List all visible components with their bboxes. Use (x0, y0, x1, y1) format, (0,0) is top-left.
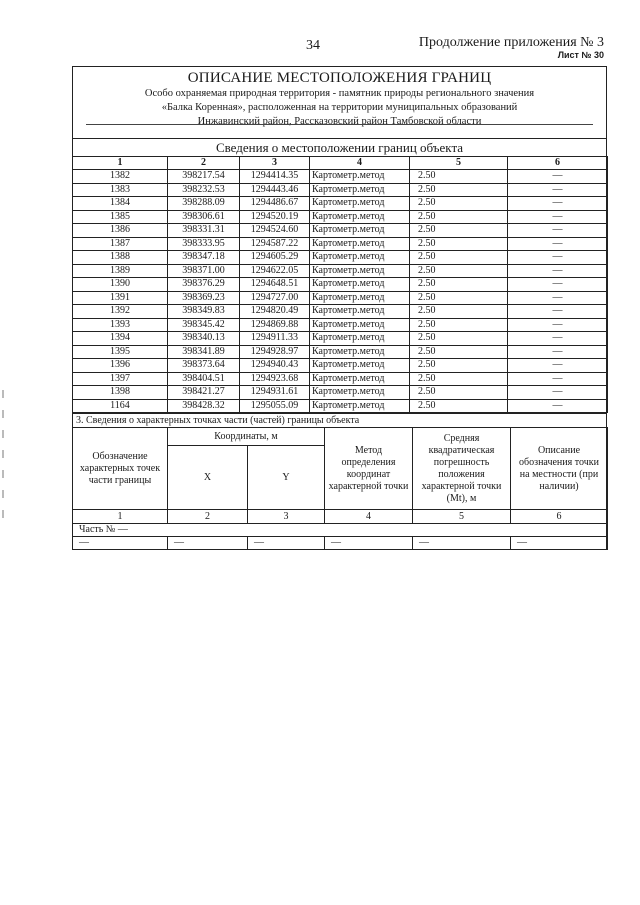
table-cell: 2.50 (410, 237, 508, 251)
table-cell: — (508, 224, 608, 238)
y-header: Y (248, 446, 325, 510)
table-cell: Картометр.метод (310, 332, 410, 346)
table-row (73, 359, 608, 373)
table-cell: 1294820.49 (240, 305, 310, 319)
table-cell: — (508, 210, 608, 224)
table-cell: 1294928.97 (240, 345, 310, 359)
table-cell: 398345.42 (168, 318, 240, 332)
appendix-caption: Продолжение приложения № 3 (418, 35, 604, 50)
table-row (73, 372, 608, 386)
table-cell: Картометр.метод (310, 237, 410, 251)
table-cell: — (508, 291, 608, 305)
table-cell: 1392 (73, 305, 168, 319)
table-row (73, 332, 608, 346)
table-cell: 1382 (73, 170, 168, 184)
table-cell: 2.50 (410, 318, 508, 332)
table-cell: 398376.29 (168, 278, 240, 292)
table-row (73, 183, 608, 197)
table-row (73, 291, 608, 305)
table-cell: 398331.31 (168, 224, 240, 238)
table-row (73, 386, 608, 400)
page-number: 34 (306, 38, 320, 53)
column-number-header: 2 (168, 157, 240, 170)
table-cell: 1388 (73, 251, 168, 265)
table-cell: 398333.95 (168, 237, 240, 251)
table-cell: 1294443.46 (240, 183, 310, 197)
scan-margin-marks (2, 390, 6, 640)
table-cell: — (508, 345, 608, 359)
table-cell: 1294931.61 (240, 386, 310, 400)
table-cell: 398340.13 (168, 332, 240, 346)
table-cell: Картометр.метод (310, 399, 410, 413)
table-cell: 1386 (73, 224, 168, 238)
table-cell: Картометр.метод (310, 345, 410, 359)
empty-cell: — (248, 537, 325, 550)
table-cell: Картометр.метод (310, 372, 410, 386)
table-cell: 1394 (73, 332, 168, 346)
table-cell: 398373.64 (168, 359, 240, 373)
table-row (73, 318, 608, 332)
table-cell: 398371.00 (168, 264, 240, 278)
empty-cell: — (168, 537, 248, 550)
table-cell: 2.50 (410, 386, 508, 400)
underline-rule (86, 124, 593, 125)
table-cell: 1387 (73, 237, 168, 251)
coordinates-header: Координаты, м (168, 428, 325, 446)
table-cell: — (508, 170, 608, 184)
table-cell: 398217.54 (168, 170, 240, 184)
subtitle-line-3: Инжавинский район, Рассказовский район Тамбовской области (197, 116, 482, 127)
col-error-header: Средняя квадратическая погрешность положения характерной точки (Mt), м (413, 428, 511, 510)
table-cell: 1294940.43 (240, 359, 310, 373)
table-cell: — (508, 251, 608, 265)
table-cell: 1391 (73, 291, 168, 305)
table-cell: — (508, 305, 608, 319)
table-cell: Картометр.метод (310, 386, 410, 400)
table-row (73, 399, 608, 413)
table-cell: 1383 (73, 183, 168, 197)
table-cell: — (508, 197, 608, 211)
table-cell: — (508, 359, 608, 373)
table-cell: 2.50 (410, 332, 508, 346)
table-cell: 2.50 (410, 183, 508, 197)
column-number-header: 6 (508, 157, 608, 170)
empty-cell: — (511, 537, 608, 550)
table-cell: 1393 (73, 318, 168, 332)
empty-cell: — (413, 537, 511, 550)
table-cell: 1294923.68 (240, 372, 310, 386)
table-cell: 1295055.09 (240, 399, 310, 413)
column-number-header: 1 (73, 157, 168, 170)
table-cell: 1294520.19 (240, 210, 310, 224)
table-row (73, 305, 608, 319)
table-row (73, 224, 608, 238)
table-cell: — (508, 372, 608, 386)
table-cell: 1398 (73, 386, 168, 400)
table-cell: — (508, 237, 608, 251)
table-cell: — (508, 183, 608, 197)
table-row (73, 345, 608, 359)
table-cell: 1396 (73, 359, 168, 373)
empty-cell: — (73, 537, 168, 550)
table-cell: 398347.18 (168, 251, 240, 265)
subtitle-line-2: «Балка Коренная», расположенная на территории муниципальных образований (161, 102, 518, 113)
table-cell: — (508, 278, 608, 292)
table-row (73, 210, 608, 224)
column-number-header: 5 (413, 510, 511, 524)
table-cell: 1395 (73, 345, 168, 359)
table-cell: 398232.53 (168, 183, 240, 197)
table-cell: — (508, 332, 608, 346)
table-cell: Картометр.метод (310, 318, 410, 332)
table-cell: — (508, 264, 608, 278)
table-cell: 2.50 (410, 210, 508, 224)
table-cell: — (508, 386, 608, 400)
column-number-header: 2 (168, 510, 248, 524)
document-title: ОПИСАНИЕ МЕСТОПОЛОЖЕНИЯ ГРАНИЦ (187, 70, 492, 86)
table-cell: — (508, 318, 608, 332)
table-cell: Картометр.метод (310, 278, 410, 292)
table-cell: Картометр.метод (310, 197, 410, 211)
col-designation-header: Обозначение характерных точек части границы (73, 428, 168, 510)
table-cell: 398421.27 (168, 386, 240, 400)
table-row (73, 251, 608, 265)
column-number-header: 5 (410, 157, 508, 170)
table-cell: 1164 (73, 399, 168, 413)
table-cell: 1294727.00 (240, 291, 310, 305)
empty-cell: — (325, 537, 413, 550)
table-cell: 1397 (73, 372, 168, 386)
column-number-header: 4 (310, 157, 410, 170)
table-cell: 398349.83 (168, 305, 240, 319)
part-label: Часть № — (73, 524, 608, 537)
table-cell: 398428.32 (168, 399, 240, 413)
table-cell: Картометр.метод (310, 170, 410, 184)
table-cell: Картометр.метод (310, 210, 410, 224)
table-row (73, 197, 608, 211)
table-cell: 2.50 (410, 251, 508, 265)
table-cell: 2.50 (410, 345, 508, 359)
table-cell: 1294911.33 (240, 332, 310, 346)
table-cell: Картометр.метод (310, 291, 410, 305)
table-row (73, 170, 608, 184)
table-cell: 398306.61 (168, 210, 240, 224)
table-cell: 1294486.67 (240, 197, 310, 211)
table-cell: Картометр.метод (310, 183, 410, 197)
table-cell: 2.50 (410, 197, 508, 211)
col-method-header: Метод определения координат характерной точки (325, 428, 413, 510)
table-cell: Картометр.метод (310, 359, 410, 373)
table-cell: 1294414.35 (240, 170, 310, 184)
table-cell: 2.50 (410, 399, 508, 413)
table-cell: 2.50 (410, 305, 508, 319)
table-cell: 1294622.05 (240, 264, 310, 278)
column-number-header: 1 (73, 510, 168, 524)
table-cell: 2.50 (410, 291, 508, 305)
table-cell: 1389 (73, 264, 168, 278)
table-cell: 1294587.22 (240, 237, 310, 251)
table-cell: 398341.89 (168, 345, 240, 359)
table-cell: 1385 (73, 210, 168, 224)
table-cell: Картометр.метод (310, 305, 410, 319)
table-cell: Картометр.метод (310, 264, 410, 278)
document-header (72, 66, 607, 129)
column-number-header: 4 (325, 510, 413, 524)
table-cell: 1294869.88 (240, 318, 310, 332)
table-cell: 2.50 (410, 264, 508, 278)
table-cell: 398288.09 (168, 197, 240, 211)
table-cell: 1390 (73, 278, 168, 292)
table-cell: 398404.51 (168, 372, 240, 386)
table-cell: 2.50 (410, 372, 508, 386)
table-cell: 1384 (73, 197, 168, 211)
table-row (73, 278, 608, 292)
col-description-header: Описание обозначения точки на местности (при наличии) (511, 428, 608, 510)
column-number-header: 3 (248, 510, 325, 524)
section-2-title: Сведения о местоположении границ объекта (72, 138, 607, 157)
table-cell: 2.50 (410, 224, 508, 238)
boundary-points-table (72, 156, 608, 413)
section-3-title: 3. Сведения о характерных точках части (частей) границы объекта (72, 413, 607, 427)
table-cell: 2.50 (410, 170, 508, 184)
subtitle-line-1: Особо охраняемая природная территория - памятник природы регионального значения (144, 88, 535, 99)
table-cell: Картометр.метод (310, 251, 410, 265)
table-cell: 1294605.29 (240, 251, 310, 265)
column-number-header: 6 (511, 510, 608, 524)
table-cell: 1294524.60 (240, 224, 310, 238)
x-header: X (168, 446, 248, 510)
table-header-row (73, 157, 608, 170)
table-cell: 398369.23 (168, 291, 240, 305)
table-cell: — (508, 399, 608, 413)
table-cell: 2.50 (410, 359, 508, 373)
part-points-table (72, 427, 608, 550)
sheet-number: Лист № 30 (557, 50, 604, 60)
table-cell: 1294648.51 (240, 278, 310, 292)
table-cell: 2.50 (410, 278, 508, 292)
column-number-header: 3 (240, 157, 310, 170)
table-row (73, 264, 608, 278)
table-row (73, 237, 608, 251)
table-cell: Картометр.метод (310, 224, 410, 238)
